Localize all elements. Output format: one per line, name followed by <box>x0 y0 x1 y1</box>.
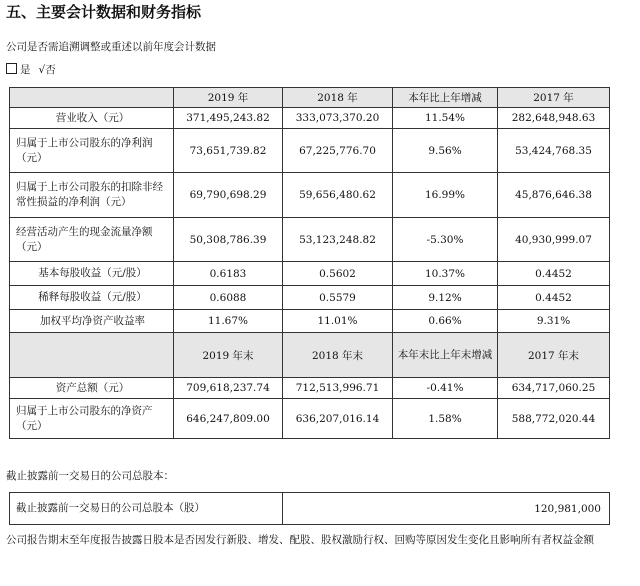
table-row <box>10 493 610 525</box>
table-row <box>10 173 610 218</box>
row-label: 归属于上市公司股东的净资产（元） <box>10 399 174 439</box>
row-label: 基本每股收益（元/股） <box>10 262 174 286</box>
row-label: 经营活动产生的现金流量净额（元） <box>10 218 174 262</box>
cell: 0.6088 <box>174 286 283 310</box>
cell: 0.4452 <box>498 262 610 286</box>
table-header-row <box>10 88 610 108</box>
header-cell: 2017 年末 <box>498 333 610 378</box>
cell: 40,930,999.07 <box>498 218 610 262</box>
cell: 282,648,948.63 <box>498 108 610 129</box>
checkmark-icon: √ <box>38 64 46 76</box>
cell: 333,073,370.20 <box>283 108 393 129</box>
cell: 709,618,237.74 <box>174 378 283 399</box>
table-row <box>10 399 610 439</box>
cell: 0.6183 <box>174 262 283 286</box>
cell: 11.54% <box>393 108 498 129</box>
header-cell: 2018 年 <box>283 88 393 108</box>
header-cell: 2017 年 <box>498 88 610 108</box>
table-row <box>10 286 610 310</box>
cell: 59,656,480.62 <box>283 173 393 218</box>
cell: 11.67% <box>174 310 283 333</box>
header-cell <box>10 333 174 378</box>
cell: 16.99% <box>393 173 498 218</box>
table-row <box>10 378 610 399</box>
row-label: 稀释每股收益（元/股） <box>10 286 174 310</box>
cell: 712,513,996.71 <box>283 378 393 399</box>
row-label: 资产总额（元） <box>10 378 174 399</box>
section-title: 五、主要会计数据和财务指标 <box>6 3 202 21</box>
row-label: 截止披露前一交易日的公司总股本（股） <box>10 493 283 525</box>
cell: 69,790,698.29 <box>174 173 283 218</box>
cell: 50,308,786.39 <box>174 218 283 262</box>
cell: 53,123,248.82 <box>283 218 393 262</box>
cell: 9.31% <box>498 310 610 333</box>
share-capital-table <box>9 492 610 525</box>
table-header-row <box>10 333 610 378</box>
row-label: 营业收入（元） <box>10 108 174 129</box>
cell: 634,717,060.25 <box>498 378 610 399</box>
cell: 10.37% <box>393 262 498 286</box>
restate-question: 公司是否需追溯调整或重述以前年度会计数据 <box>6 41 216 53</box>
table-row <box>10 218 610 262</box>
cell: 11.01% <box>283 310 393 333</box>
row-label: 归属于上市公司股东的扣除非经常性损益的净利润（元） <box>10 173 174 218</box>
cell: -5.30% <box>393 218 498 262</box>
cell: 0.5602 <box>283 262 393 286</box>
row-label: 加权平均净资产收益率 <box>10 310 174 333</box>
footnote: 公司报告期末至年度报告披露日股本是否因发行新股、增发、配股、股权激励行权、回购等原因发生变化且影响所有者权益金额 <box>6 534 594 546</box>
cell: 588,772,020.44 <box>498 399 610 439</box>
financial-data-table <box>9 87 610 439</box>
share-capital-caption: 截止披露前一交易日的公司总股本： <box>6 470 174 482</box>
cell: 646,247,809.00 <box>174 399 283 439</box>
cell: 45,876,646.38 <box>498 173 610 218</box>
cell: 1.58% <box>393 399 498 439</box>
cell: 636,207,016.14 <box>283 399 393 439</box>
row-label: 归属于上市公司股东的净利润（元） <box>10 129 174 173</box>
header-cell: 2018 年末 <box>283 333 393 378</box>
header-cell: 本年末比上年末增减 <box>393 333 498 378</box>
cell: 0.66% <box>393 310 498 333</box>
restate-options <box>6 63 56 77</box>
cell: 67,225,776.70 <box>283 129 393 173</box>
cell: 9.56% <box>393 129 498 173</box>
header-cell: 本年比上年增减 <box>393 88 498 108</box>
share-capital-value: 120,981,000 <box>283 493 610 525</box>
header-cell: 2019 年末 <box>174 333 283 378</box>
table-row <box>10 310 610 333</box>
cell: 0.5579 <box>283 286 393 310</box>
table-row <box>10 129 610 173</box>
cell: 9.12% <box>393 286 498 310</box>
cell: 371,495,243.82 <box>174 108 283 129</box>
cell: 53,424,768.35 <box>498 129 610 173</box>
cell: 73,651,739.82 <box>174 129 283 173</box>
option-no-label: 否 <box>45 64 56 76</box>
cell: 0.4452 <box>498 286 610 310</box>
header-cell: 2019 年 <box>174 88 283 108</box>
table-row <box>10 262 610 286</box>
table-row <box>10 108 610 129</box>
cell: -0.41% <box>393 378 498 399</box>
header-cell <box>10 88 174 108</box>
option-yes-label: 是 <box>20 64 31 76</box>
checkbox-yes[interactable] <box>6 63 17 74</box>
